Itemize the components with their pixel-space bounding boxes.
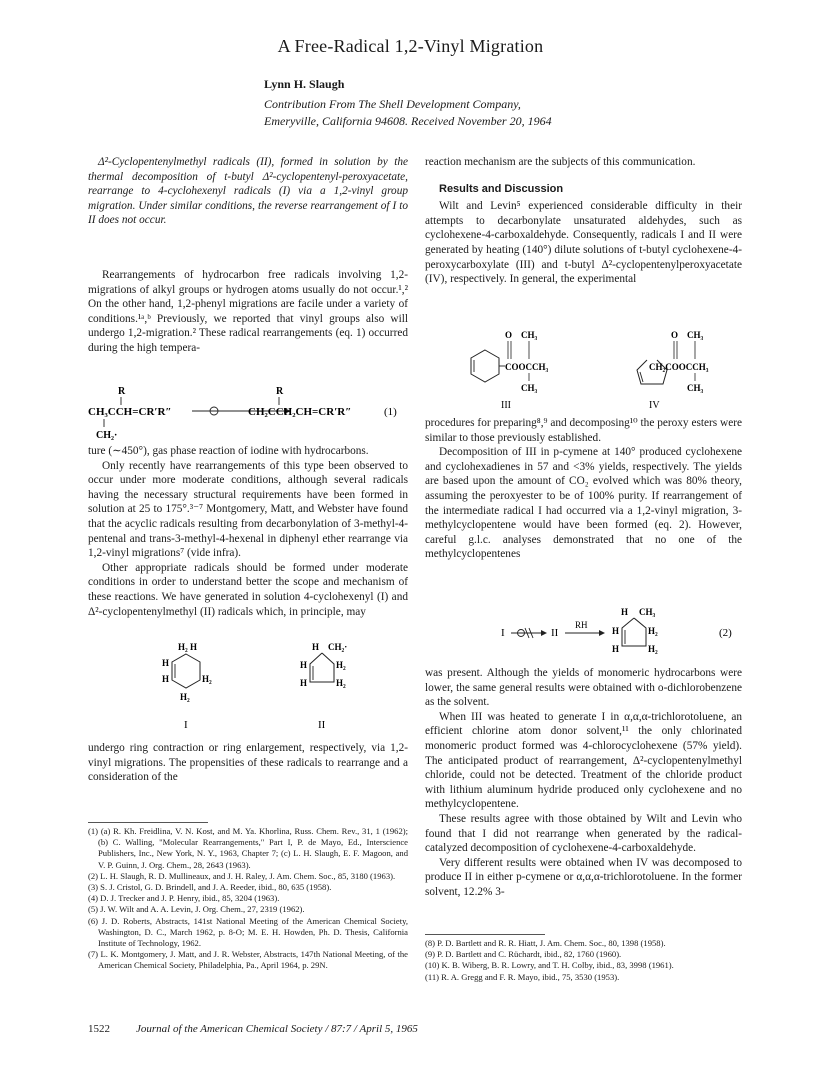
eq2-h-b: H bbox=[612, 644, 620, 654]
equation-2 bbox=[425, 604, 742, 660]
footnote-5: (5) J. W. Wilt and A. A. Levin, J. Org. Chem., 27, 2319 (1962). bbox=[88, 904, 305, 915]
affiliation-line-1: Contribution From The Shell Development Company, bbox=[264, 97, 521, 111]
journal-citation: Journal of the American Chemical Society / 87:7 / April 5, 1965 bbox=[136, 1023, 418, 1035]
right-column-block-1 bbox=[425, 155, 742, 287]
footnote-11: (11) R. A. Gregg and F. R. Mayo, ibid., 75, 3530 (1953). bbox=[425, 971, 620, 982]
left-paragraph-4: Other appropriate radicals should be formed under moderate conditions in order to understand better the scope and mechanism of these reactions. We have generated in solution 4-cyclohexenyl (I) and Δ²-cyclopentenylmethyl (II) radicals which, in principle, may bbox=[88, 561, 408, 618]
right-paragraph-5: was present. Although the yields of monomeric hydrocarbons were lower, the same general results were obtained with o-dichlorobenzene as the solvent. bbox=[425, 667, 742, 709]
radical-II-ch2: CH₂· bbox=[328, 642, 348, 652]
affiliation bbox=[264, 96, 552, 130]
IV-ch3b: CH₃ bbox=[687, 383, 704, 393]
right-column-block-3 bbox=[425, 666, 742, 900]
right-paragraph-7: These results agree with those obtained by Wilt and Levin who found that I did not rearrange when generated by the radical-catalyzed decomposition of cyclohexene-4-carboxaldehyde. bbox=[425, 812, 742, 855]
III-ch3: CH₃ bbox=[521, 330, 538, 340]
radical-II-h-b: H bbox=[300, 678, 308, 688]
left-paragraph-5: undergo ring contraction or ring enlargement, respectively, via 1,2-vinyl migrations. The propensities of these radicals to rearrange and a consideration of the bbox=[88, 742, 408, 784]
page-number: 1522 bbox=[88, 1023, 110, 1035]
structures-III-IV bbox=[425, 328, 742, 410]
IV-ester: CH₂COOCCH₃ bbox=[649, 362, 709, 372]
left-column-block-3 bbox=[88, 741, 408, 785]
radical-I-label: I bbox=[184, 719, 188, 731]
radical-I-h2-right: H₂ bbox=[202, 674, 212, 684]
right-paragraph-3: procedures for preparing⁸,⁹ and decomposing¹⁰ the peroxy esters were similar to those previously established. bbox=[425, 417, 742, 444]
peroxyester-IV-structure bbox=[637, 330, 709, 410]
eq1-lhs: CH₃CCH=CR′R″ bbox=[88, 406, 172, 418]
IV-ch3: CH₃ bbox=[687, 330, 704, 340]
eq1-rhs: CH₂CCH₂CH=CR′R″ bbox=[248, 406, 352, 418]
radical-II-h2-b: H₂ bbox=[336, 678, 346, 688]
eq1-lhs-top: R bbox=[118, 386, 126, 397]
eq2-h2-a: H₂ bbox=[648, 626, 658, 636]
III-o: O bbox=[505, 330, 513, 340]
left-column-block-2 bbox=[88, 444, 408, 619]
radical-II-h2-a: H₂ bbox=[336, 660, 346, 670]
footnote-10: (10) K. B. Wiberg, B. R. Lowry, and T. H. Colby, ibid., 83, 3998 (1961). bbox=[425, 960, 674, 971]
abstract-text: Δ²-Cyclopentenylmethyl radicals (II), formed in solution by the thermal decomposition of t-butyl Δ²-cyclopentenyl-peroxyacetate, rearrange to 4-cyclohexenyl radicals (I) via a 1,2-vinyl group migration. Under similar conditions, the reverse rearrangement of I to II does not occur. bbox=[88, 156, 408, 227]
page-footer bbox=[88, 1023, 418, 1035]
eq2-middle: II bbox=[551, 627, 559, 639]
radical-I-structure bbox=[162, 642, 212, 731]
eq2-reagent: RH bbox=[575, 620, 588, 630]
footnote-rule-left bbox=[88, 822, 208, 823]
III-label: III bbox=[501, 400, 511, 410]
footnote-7: (7) L. K. Montgomery, J. Matt, and J. R. Webster, Abstracts, 147th National Meeting, of the American Chemical Society, Philadelphia, Pa., April 1964, p. 29N. bbox=[88, 949, 408, 971]
radical-II-h-a: H bbox=[300, 660, 308, 670]
article-title: A Free-Radical 1,2-Vinyl Migration bbox=[277, 36, 544, 56]
left-paragraph-2: ture (∼450°), gas phase reaction of iodine with hydrocarbons. bbox=[88, 445, 369, 457]
right-paragraph-2: Wilt and Levin⁵ experienced considerable difficulty in their attempts to decarbonylate unsaturated aldehydes, such as cyclohexene-4-carboxaldehyde. Consequently, radicals I and II were generated by heating (140°) dilute solutions of t-butyl cyclohexene-4-peroxycarboxylate (III) and t-butyl Δ²-cyclopentenylperoxyacetate (IV), respectively. In general, the experimental bbox=[425, 200, 742, 286]
equation-1 bbox=[88, 382, 408, 444]
IV-label: IV bbox=[649, 400, 660, 410]
right-paragraph-6: When III was heated to generate I in α,α,α-trichlorotoluene, an efficient chlorine atom donor solvent,¹¹ the only chlorinated monomeric product formed was 4-chlorocyclohexene (57% yield). The anticipated product of rearrangement, Δ²-cyclopentenylmethyl chloride, could not be detected. Treatment of the chloride product with lithium aluminum hydride produced only cyclohexene and no methylcyclopentene. bbox=[425, 710, 742, 811]
right-paragraph-1: reaction mechanism are the subjects of this communication. bbox=[425, 156, 696, 168]
peroxyester-III-structure bbox=[471, 330, 549, 410]
footnote-1: (1) (a) R. Kh. Freidlina, V. N. Kost, and M. Ya. Khorlina, Russ. Chem. Rev., 31, 1 (1962); (b) C. Walling, "Molecular Rearrangements," Part I, P. de Mayo, Ed., Interscience Publishers, Inc., New York, N. Y., 1963, Chapter 7; (c) L. H. Slaugh, E. F. Magoon, and V. P. Guinn, J. Org. Chem., 28, 2643 (1963). bbox=[88, 826, 408, 870]
left-paragraph-1: Rearrangements of hydrocarbon free radicals involving 1,2-migrations of alkyl groups or hydrogen atoms usually do not occur.¹,² On the other hand, 1,2-phenyl migrations are facile under a variety of conditions.¹ᵃ,ᵇ Previously, we reported that vinyl groups also will undergo 1,2-migration.² These radical rearrangements (eq. 1) occurred during the high tempera- bbox=[88, 269, 408, 354]
footnote-6: (6) J. D. Roberts, Abstracts, 141st National Meeting of the American Chemical Society, Washington, D. C., March 1962, p. 8-O; M. E. H. Howden, Ph. D. Thesis, California Institute of Technology, 1962. bbox=[88, 915, 408, 949]
footnote-4: (4) D. J. Trecker and J. P. Henry, ibid., 85, 3204 (1963). bbox=[88, 893, 280, 904]
eq1-lhs-bottom: CH₂· bbox=[96, 430, 118, 441]
eq2-h2-b: H₂ bbox=[648, 644, 658, 654]
left-column-block-1 bbox=[88, 268, 408, 356]
radical-II-h: H bbox=[312, 642, 320, 652]
radical-I-h-left: H bbox=[162, 658, 170, 668]
author-name: Lynn H. Slaugh bbox=[264, 77, 345, 91]
footnotes-left bbox=[88, 826, 408, 972]
footnote-2: (2) L. H. Slaugh, R. D. Mullineaux, and J. H. Raley, J. Am. Chem. Soc., 85, 3180 (1963). bbox=[88, 870, 396, 881]
footnote-9: (9) P. D. Bartlett and C. Rüchardt, ibid., 82, 1760 (1960). bbox=[425, 949, 622, 960]
IV-o: O bbox=[671, 330, 679, 340]
right-paragraph-8: Very different results were obtained when IV was decomposed to produce II in either p-cymene or α,α,α-trichlorotoluene. In the former solvent, 12.2% 3- bbox=[425, 856, 742, 898]
eq2-number: (2) bbox=[719, 627, 732, 639]
section-heading: Results and Discussion bbox=[439, 182, 564, 195]
right-paragraph-4: Decomposition of III in p-cymene at 140° produced cyclohexene and cyclohexadienes in 57 and <3% yields, respectively. The yields are based upon the amount of CO₂ evolved which was 80% theory, assuming the peroxyester to be of 100% purity. If rearrangement of the intermediate radical I had occurred via a 1,2-vinyl migration, 3-methylcyclopentene would have been formed (eq. 2). However, careful g.l.c. analyses demonstrated that no one of the methylcyclopentenes bbox=[425, 446, 742, 561]
footnote-3: (3) S. J. Cristol, G. D. Brindell, and J. A. Reeder, ibid., 80, 635 (1958). bbox=[88, 882, 332, 893]
radical-I-h2h: H₂ H bbox=[178, 642, 197, 652]
footnote-8: (8) P. D. Bartlett and R. R. Hiatt, J. Am. Chem. Soc., 80, 1398 (1958). bbox=[425, 938, 666, 948]
eq1-rhs-top: R bbox=[276, 386, 284, 397]
footnotes-right bbox=[425, 938, 742, 983]
radical-I-h-left2: H bbox=[162, 674, 170, 684]
structures-I-II bbox=[88, 638, 408, 738]
radical-I-h2-bottom: H₂ bbox=[180, 692, 190, 702]
abstract bbox=[88, 155, 408, 228]
III-ch3b: CH₃ bbox=[521, 383, 538, 393]
right-column-block-2 bbox=[425, 416, 742, 562]
footnote-rule-right bbox=[425, 934, 545, 935]
eq2-h-a: H bbox=[612, 626, 620, 636]
eq2-left: I bbox=[501, 627, 505, 639]
radical-II-structure bbox=[300, 642, 347, 731]
III-ester: COOCCH₃ bbox=[505, 362, 549, 372]
radical-II-label: II bbox=[318, 719, 326, 731]
eq2-ch3: CH₃ bbox=[639, 607, 656, 617]
left-paragraph-3: Only recently have rearrangements of this type been observed to occur under more moderate conditions, although several radicals having the necessary structural requirements have been formed in solution at 25 to 175°.³⁻⁷ Montgomery, Matt, and Webster have found that the acyclic radicals resulting from decarbonylation of 3-methyl-4-pentenal and trans-3-methyl-4-hexenal in diphenyl ether rearrange via 1,2-vinyl migrations⁷ (vide infra). bbox=[88, 459, 408, 560]
affiliation-line-2: Emeryville, California 94608. Received November 20, 1964 bbox=[264, 114, 552, 128]
eq2-h: H bbox=[621, 607, 629, 617]
eq1-number: (1) bbox=[384, 406, 397, 418]
